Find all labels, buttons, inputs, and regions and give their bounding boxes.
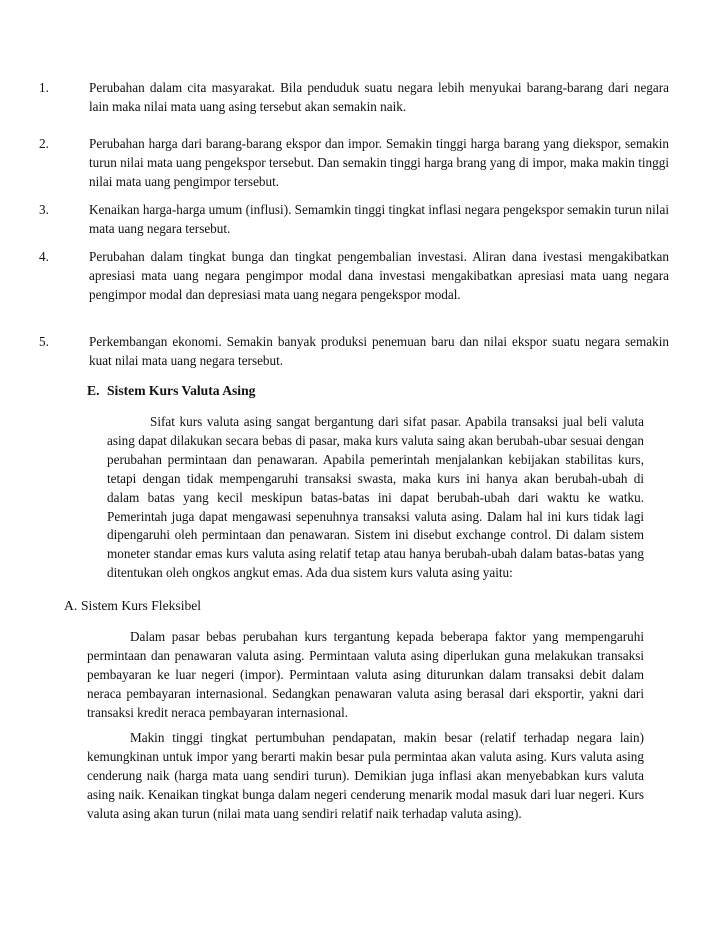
section-a-heading — [64, 598, 201, 614]
section-a-paragraph-1: Dalam pasar bebas perubahan kurs tergantung kepada beberapa faktor yang mempengaruhi permintaan dan penawaran valuta asing. Permintaan valuta asing diperlukan guna melakukan transaksi pembayaran ke luar negeri (impor). Permintaan valuta asing diturunkan dalam transaksi debit dalam neraca pembayaran internasional. Sedangkan penawaran valuta asing berasal dari eksportir, yakni dari transaksi kredit neraca pembayaran internasional. — [87, 629, 644, 720]
list-text: Kenaikan harga-harga umum (influsi). Semamkin tinggi tingkat inflasi negara pengekspor semakin turun nilai mata uang negara tersebut. — [89, 202, 669, 236]
section-e-body: Sifat kurs valuta asing sangat bergantung dari sifat pasar. Apabila transaksi jual beli valuta asing dapat dilakukan secara bebas di pasar, maka kurs valuta saing akan berubah-ubar sesuai dengan perubahan permintaan dan penawaran. Apabila pemerintah menjalankan kebijakan stabilitas kurs, tetapi dengan tidak mempengaruhi transaksi swasta, maka kurs ini hanya akan berubah-ubah di dalam batas yang kecil meskipun batas-batas ini dapat berubah-ubah dari waktu ke watku. Pemerintah juga dapat mengawasi sepenuhnya transaksi valuta asing. Dalam hal ini kurs tidak lagi dipengaruhi oleh permintaan dan penawaran. Sistem ini disebut exchange control. Di dalam sistem moneter standar emas kurs valuta asing relatif tetap atau hanya berubah-ubah dalam batas-batas yang ditentukan oleh ongkos angkut emas. Ada dua sistem kurs valuta asing yaitu: — [107, 414, 644, 581]
section-e-heading — [87, 383, 255, 399]
list-number: 3. — [39, 202, 49, 217]
list-item-3 — [39, 201, 669, 239]
list-text: Perubahan dalam cita masyarakat. Bila penduduk suatu negara lebih menyukai barang-barang dari negara lain maka nilai mata uang asing tersebut akan semakin naik. — [89, 80, 669, 114]
list-text: Perkembangan ekonomi. Semakin banyak produksi penemuan baru dan nilai ekspor suatu negara semakin kuat nilai mata uang negara tersebut. — [89, 334, 669, 368]
list-number: 4. — [39, 249, 49, 264]
list-number: 5. — [39, 334, 49, 349]
list-item-5 — [39, 333, 669, 371]
section-a-number: A. — [64, 598, 78, 613]
list-number: 2. — [39, 136, 49, 151]
list-item-2 — [39, 135, 669, 192]
list-number: 1. — [39, 80, 49, 95]
list-item-1 — [39, 79, 669, 117]
section-a-title: Sistem Kurs Fleksibel — [81, 598, 202, 613]
section-e-number: E. — [87, 383, 100, 398]
list-text: Perubahan dalam tingkat bunga dan tingkat pengembalian investasi. Aliran dana ivestasi mengakibatkan apresiasi mata uang negara pengimpor modal dana investasi mengakibatkan apresiasi mata uang negara pengimpor modal dan depresiasi mata uang negara pengekspor modal. — [89, 249, 669, 302]
list-item-4 — [39, 248, 669, 305]
list-text: Perubahan harga dari barang-barang ekspor dan impor. Semakin tinggi harga barang yang diekspor, semakin turun nilai mata uang pengekspor tersebut. Dan semakin tinggi harga brang yang di impor, maka makin tinggi nilai mata uang pengimpor tersebut. — [89, 136, 669, 189]
section-a-paragraph-2: Makin tinggi tingkat pertumbuhan pendapatan, makin besar (relatif terhadap negara lain) kemungkinan untuk impor yang berarti makin besar pula permintaa akan valuta asing. Kurs valuta asing cenderung naik (harga mata uang sendiri turun). Demikian juga inflasi akan menyebabkan kurs valuta asing naik. Kenaikan tingkat bunga dalam negeri cenderung menarik modal masuk dari luar negeri. Kurs valuta asing akan turun (nilai mata uang sendiri relatif naik terhadap valuta asing). — [87, 730, 644, 821]
section-e-title: Sistem Kurs Valuta Asing — [107, 383, 256, 398]
